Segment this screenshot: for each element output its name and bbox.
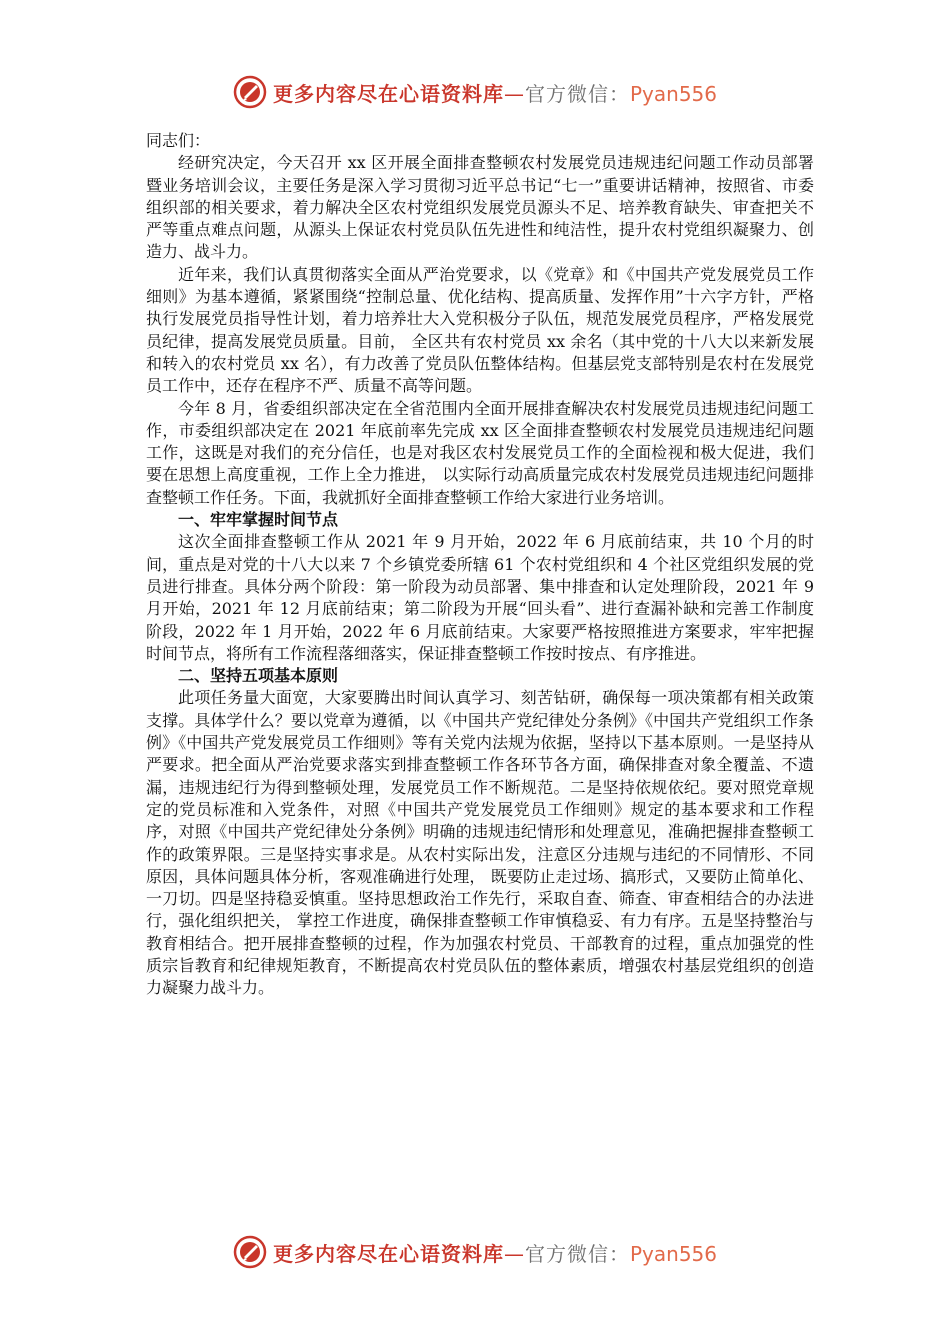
brand-logo-icon (233, 1235, 267, 1269)
watermark-banner-top (0, 72, 950, 112)
watermark-text: 更多内容尽在心语资料库—官方微信：Pyan556 (272, 81, 717, 106)
paragraph-background: 近年来，我们认真贯彻落实全面从严治党要求，以《党章》和《中国共产党发展党员工作细则》为基本遵循，紧紧围绕“控制总量、优化结构、提高质量、发挥作用”十六字方针，严格执行发展党员指导性计划，着力培养壮大入党积极分子队伍，规范发展党员程序，严格发展党员纪律，提高发展党员质量。目前， 全区共有农村党员 xx 余名（其中党的十八大以来新发展和转入的农村党员 xx 名），有力改善了党员队伍整体结构。但基层党支部特别是农村在发展党员工作中，还存在程序不严、质量不高等问题。 (146, 264, 814, 396)
paragraph-task: 今年 8 月，省委组织部决定在全省范围内全面开展排查解决农村发展党员违规违纪问题工作，市委组织部决定在 2021 年底前率先完成 xx 区全面排查整顿农村发展党员违规违纪问题工作，这既是对我们的充分信任，也是对我区农村发展党员工作的全面检视和极大促进，我们要在思想上高度重视，工作上全力推进， 以实际行动高质量完成农村发展党员违规违纪问题排查整顿工作任务。下面，我就抓好全面排查整顿工作给大家进行业务培训。 (146, 398, 814, 507)
watermark-banner-bottom (0, 1232, 950, 1272)
paragraph-intro: 经研究决定，今天召开 xx 区开展全面排查整顿农村发展党员违规违纪问题工作动员部署暨业务培训会议，主要任务是深入学习贯彻习近平总书记“七一”重要讲话精神，按照省、市委组织部的相关要求，着力解决全区农村党组织发展党员源头不足、培养教育缺失、审查把关不严等重点难点问题，从源头上保证农村党员队伍先进性和纯洁性，提升农村党组织凝聚力、创造力、战斗力。 (146, 153, 814, 262)
paragraph-principles: 此项任务量大面宽，大家要腾出时间认真学习、刻苦钻研，确保每一项决策都有相关政策支撑。具体学什么？要以党章为遵循，以《中国共产党纪律处分条例》《中国共产党组织工作条例》《中国共产党发展党员工作细则》等有关党内法规为依据，坚持以下基本原则。一是坚持从严要求。把全面从严治党要求落实到排查整顿工作各环节各方面，确保排查对象全覆盖、不遗漏，违规违纪行为得到整顿处理，发展党员工作不断规范。二是坚持依规依纪。要对照党章规定的党员标准和入党条件，对照《中国共产党发展党员工作细则》规定的基本要求和工作程序，对照《中国共产党纪律处分条例》明确的违规违纪情形和处理意见，准确把握排查整顿工作的政策界限。三是坚持实事求是。从农村实际出发，注意区分违规与违纪的不同情形、不同原因，具体问题具体分析，客观准确进行处理， 既要防止走过场、搞形式，又要防止简单化、一刀切。四是坚持稳妥慎重。坚持思想政治工作先行，采取自查、筛查、审查相结合的办法进行，强化组织把关， 掌控工作进度，确保排查整顿工作审慎稳妥、有力有序。五是坚持整治与教育相结合。把开展排查整顿的过程，作为加强农村党员、干部教育的过程，重点加强党的性质宗旨教育和纪律规矩教育，不断提高农村党员队伍的整体素质，增强农村基层党组织的创造力凝聚力战斗力。 (146, 688, 814, 998)
section-heading-1: 一、牢牢掌握时间节点 (178, 510, 339, 530)
document-body (146, 130, 814, 1000)
watermark-text: 更多内容尽在心语资料库—官方微信：Pyan556 (272, 1241, 717, 1266)
salutation: 同志们： (146, 131, 211, 150)
brand-logo-icon (233, 75, 267, 109)
paragraph-timeline: 这次全面排查整顿工作从 2021 年 9 月开始，2022 年 6 月底前结束，共 10 个月的时间，重点是对党的十八大以来 7 个乡镇党委所辖 61 个农村党组织和 4 个社区党组织发展的党员进行排查。具体分两个阶段：第一阶段为动员部署、集中排查和认定处理阶段，2021 年 9 月开始，2021 年 12 月底前结束；第二阶段为开展“回头看”、进行查漏补缺和完善工作制度阶段，2022 年 1 月开始，2022 年 6 月底前结束。大家要严格按照推进方案要求，牢牢把握时间节点，将所有工作流程落细落实，保证排查整顿工作按时按点、有序推进。 (146, 532, 814, 663)
section-heading-2: 二、坚持五项基本原则 (178, 666, 339, 686)
